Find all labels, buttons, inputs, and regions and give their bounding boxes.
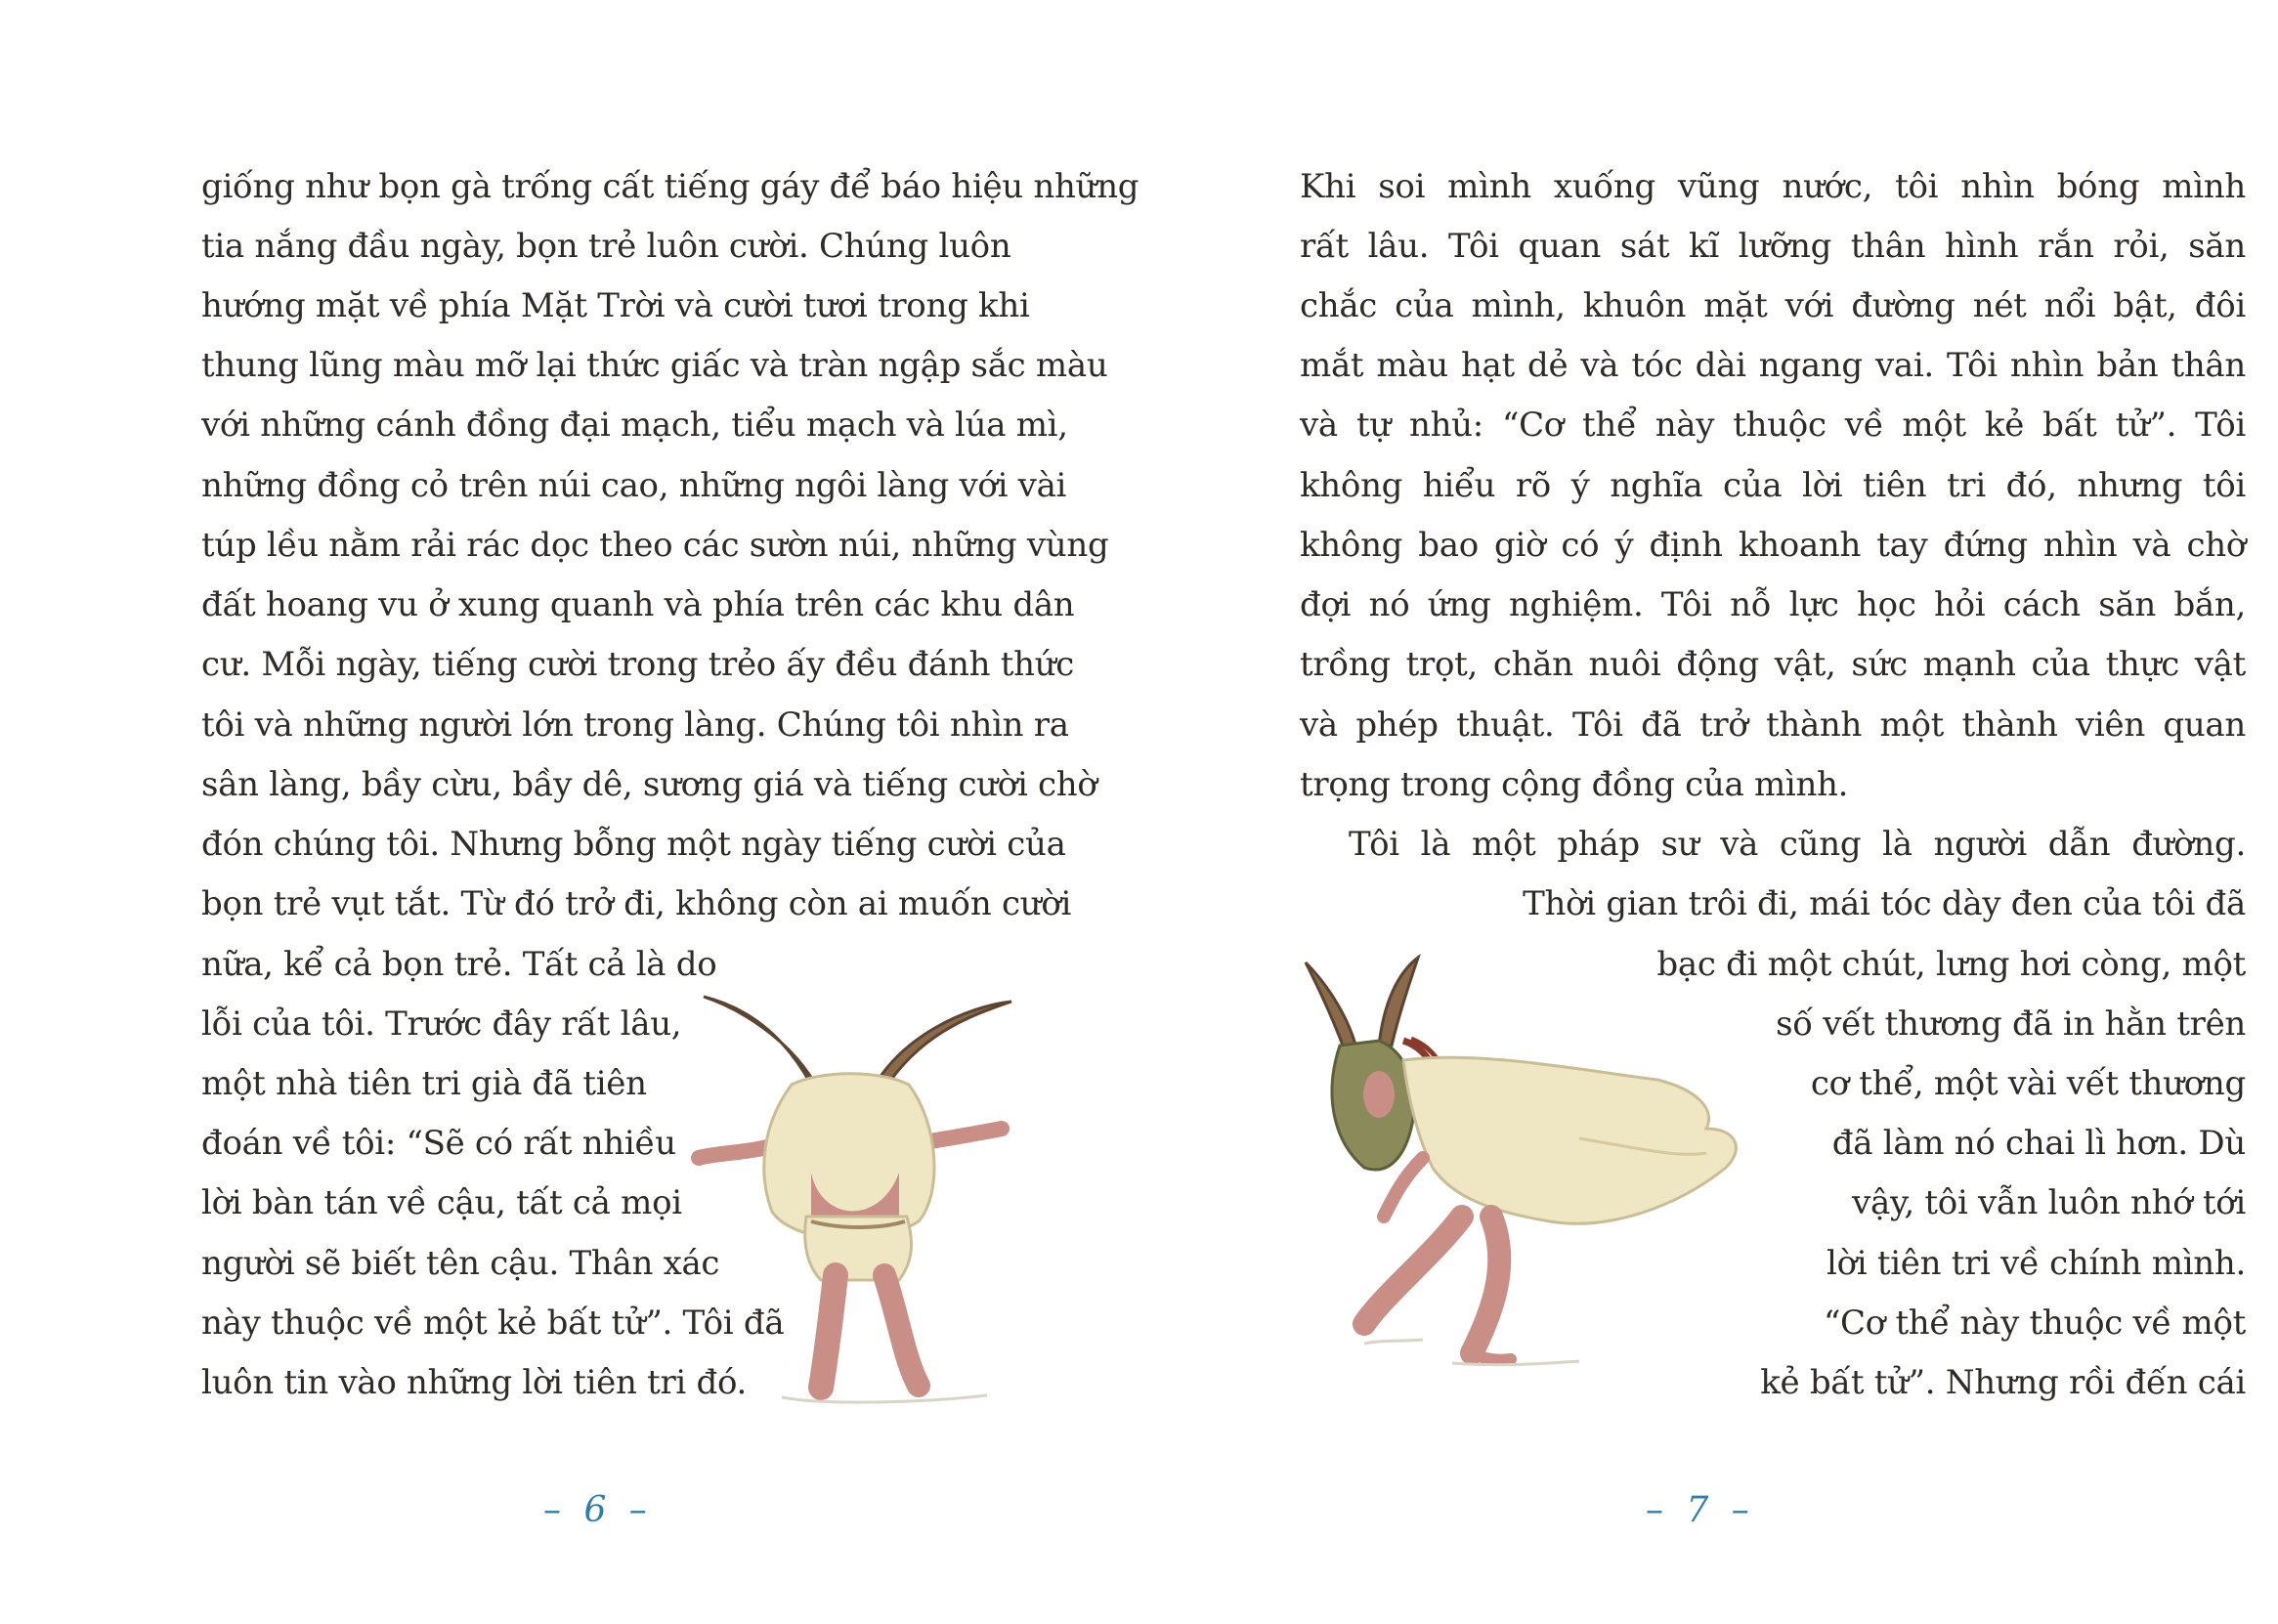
- text-line: không hiểu rõ ý nghĩa của lời tiên tri đó, nhưng tôi: [1300, 466, 2246, 505]
- text-line: người sẽ biết tên cậu. Thân xác: [201, 1244, 720, 1283]
- text-line: sân làng, bầy cừu, bầy dê, sương giá và tiếng cười chờ: [201, 765, 1097, 804]
- text-line: đã làm nó chai lì hơn. Dù: [1831, 1124, 2246, 1163]
- text-line: một nhà tiên tri già đã tiên: [201, 1064, 647, 1103]
- text-line: Khi soi mình xuống vũng nước, tôi nhìn bóng mình: [1300, 167, 2246, 206]
- goat-dancer-illustration: [674, 977, 1046, 1417]
- text-line: với những cánh đồng đại mạch, tiểu mạch và lúa mì,: [201, 406, 1068, 445]
- text-line: lời tiên tri về chính mình.: [1827, 1244, 2246, 1283]
- text-line: cơ thể, một vài vết thương: [1810, 1064, 2246, 1103]
- text-line: “Cơ thể này thuộc về một: [1823, 1303, 2246, 1343]
- text-line: rất lâu. Tôi quan sát kĩ lưỡng thân hình rắn rỏi, săn: [1300, 227, 2246, 266]
- text-line: lời bàn tán về cậu, tất cả mọi: [201, 1183, 682, 1222]
- text-line: những đồng cỏ trên núi cao, những ngôi làng với vài: [201, 466, 1067, 505]
- text-line: thung lũng màu mỡ lại thức giấc và tràn ngập sắc màu: [201, 346, 1108, 385]
- right-page: [1139, 0, 2278, 1624]
- text-line: và tự nhủ: “Cơ thể này thuộc về một kẻ bất tử”. Tôi: [1300, 406, 2246, 445]
- page-number: – 6 –: [543, 1490, 653, 1530]
- text-line: luôn tin vào những lời tiên tri đó.: [201, 1363, 748, 1402]
- text-line: vậy, tôi vẫn luôn nhớ tới: [1852, 1183, 2246, 1222]
- text-line: số vết thương đã in hằn trên: [1776, 1004, 2246, 1044]
- text-line: bạc đi một chút, lưng hơi còng, một: [1656, 945, 2246, 984]
- text-line: Thời gian trôi đi, mái tóc dày đen của tôi đã: [1523, 884, 2246, 923]
- text-line: trồng trọt, chăn nuôi động vật, sức mạnh của thực vật: [1300, 645, 2246, 684]
- text-line: túp lều nằm rải rác dọc theo các sườn núi, những vùng: [201, 526, 1109, 565]
- text-line: đoán về tôi: “Sẽ có rất nhiều: [201, 1124, 676, 1163]
- text-line: lỗi của tôi. Trước đây rất lâu,: [201, 1004, 682, 1044]
- text-line: giống như bọn gà trống cất tiếng gáy để báo hiệu những: [201, 167, 1139, 206]
- text-line: Tôi là một pháp sư và cũng là người dẫn đường.: [1349, 825, 2246, 864]
- text-line: đất hoang vu ở xung quanh và phía trên các khu dân: [201, 585, 1075, 624]
- text-line: chắc của mình, khuôn mặt với đường nét nổi bật, đôi: [1300, 286, 2246, 325]
- text-line: kẻ bất tử”. Nhưng rồi đến cái: [1760, 1363, 2246, 1402]
- text-line: cư. Mỗi ngày, tiếng cười trong trẻo ấy đều đánh thức: [201, 645, 1075, 684]
- text-line: nữa, kể cả bọn trẻ. Tất cả là do: [201, 945, 717, 984]
- text-line: này thuộc về một kẻ bất tử”. Tôi đã: [201, 1303, 785, 1343]
- text-line: hướng mặt về phía Mặt Trời và cười tươi trong khi: [201, 286, 1030, 325]
- page-number: – 7 –: [1646, 1490, 1755, 1530]
- text-line: tia nắng đầu ngày, bọn trẻ luôn cười. Chúng luôn: [201, 227, 1011, 266]
- text-line: và phép thuật. Tôi đã trở thành một thành viên quan: [1300, 705, 2246, 745]
- text-line: trọng trong cộng đồng của mình.: [1300, 765, 1849, 804]
- text-line: đợi nó ứng nghiệm. Tôi nỗ lực học hỏi cách săn bắn,: [1300, 585, 2246, 624]
- goat-mask-dancer-illustration: [1286, 943, 1853, 1392]
- text-line: không bao giờ có ý định khoanh tay đứng nhìn và chờ: [1300, 526, 2246, 565]
- text-line: đón chúng tôi. Nhưng bỗng một ngày tiếng cười của: [201, 825, 1066, 864]
- text-line: mắt màu hạt dẻ và tóc dài ngang vai. Tôi nhìn bản thân: [1300, 346, 2246, 385]
- text-line: tôi và những người lớn trong làng. Chúng tôi nhìn ra: [201, 705, 1069, 745]
- text-line: bọn trẻ vụt tắt. Từ đó trở đi, không còn ai muốn cười: [201, 884, 1072, 923]
